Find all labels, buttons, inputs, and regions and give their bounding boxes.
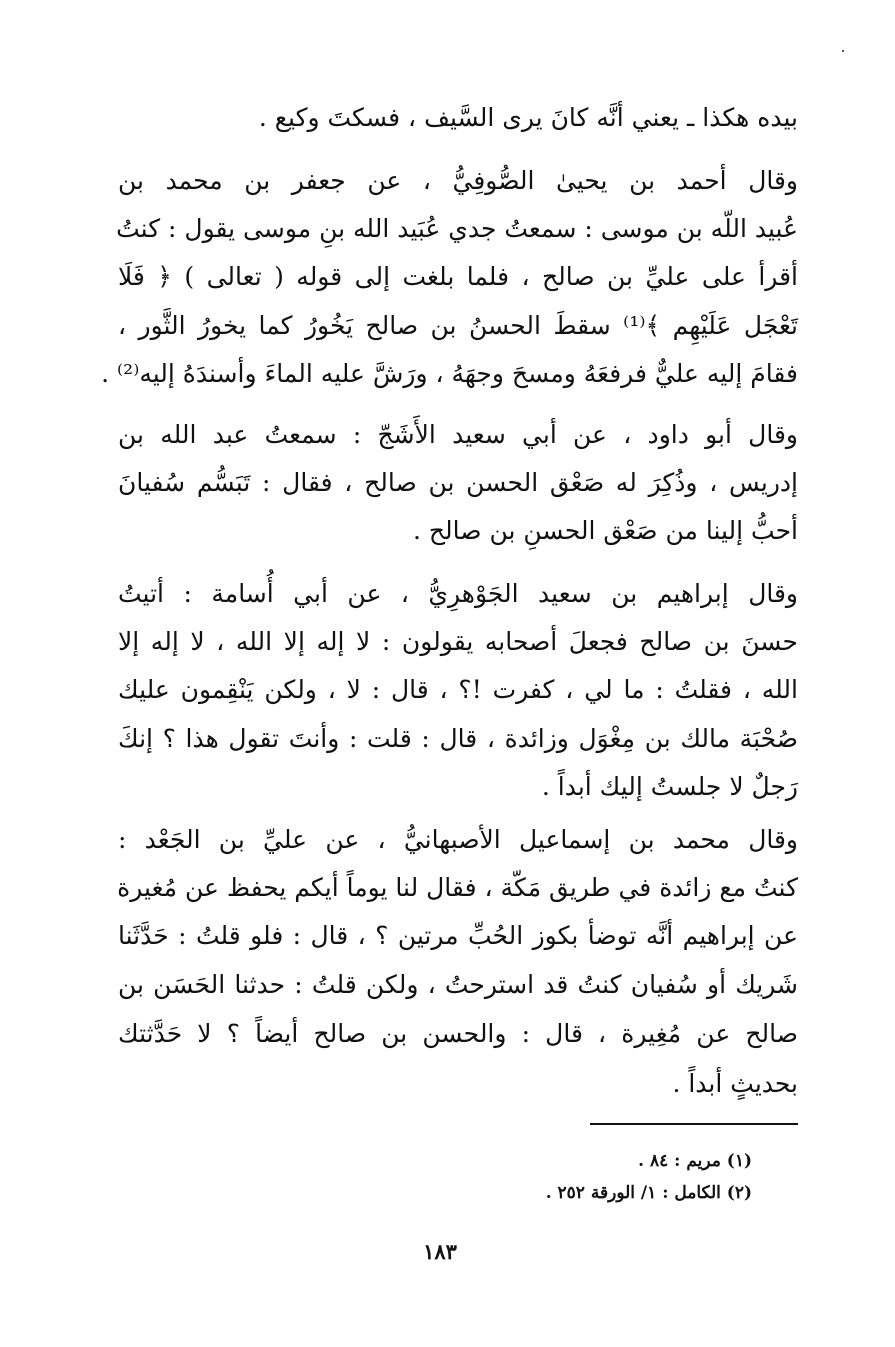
scan-speck <box>842 50 844 52</box>
text-line-19: صالح عن مُغِيرة ، قال : والحسن بن صالح أيضاً ؟ لا حَدَّثتك <box>118 1019 798 1048</box>
text-line-7: وقال أبو داود ، عن أبي سعيد الأَشَجّ : سمعتُ عبد الله بن <box>118 420 798 449</box>
footnote-separator <box>590 1123 798 1125</box>
text-line-1: بيده هكذا ـ يعني أنَّه كانَ يرى السَّيف ، فسكتَ وكيع . <box>258 103 798 132</box>
page-number: ١٨٣ <box>423 1239 457 1264</box>
text-line-15: وقال محمد بن إسماعيل الأصبهانيُّ ، عن عليِّ بن الجَعْد : <box>118 825 798 854</box>
text-line-10: وقال إبراهيم بن سعيد الجَوْهرِيُّ ، عن أبي أُسامة : أتيتُ <box>118 579 798 608</box>
text-line-17: عن إبراهيم أنَّه توضأ بكوز الحُبِّ مرتين ؟ ، قال : فلو قلتُ : حَدَّثَنا <box>118 921 798 950</box>
footnote-2: (٢) الكامل : ١/ الورقة ٢٥٢ . <box>545 1183 752 1203</box>
text-line-4: أقرأ على عليِّ بن صالح ، فلما بلغت إلى قوله ( تعالى ) ﴿ فَلَا <box>118 262 798 291</box>
text-line-12: الله ، فقلتُ : ما لي ، كفرت !؟ ، قال : لا ، ولكن يَنْقِمون عليك <box>118 675 798 704</box>
footnote-1: (١) مريم : ٨٤ . <box>638 1151 752 1171</box>
text-line-13: صُحْبَة مالك بن مِغْوَل وزائدة ، قال : قلت : وأنتَ تقول هذا ؟ إنكَ <box>118 724 798 753</box>
text-line-5: تَعْجَل عَلَيْهِم ﴾⁽¹⁾ سقطَ الحسنُ بن صالح يَخُورُ كما يخورُ الثَّور ، <box>118 311 798 340</box>
text-line-16: كنتُ مع زائدة في طريق مَكّة ، فقال لنا يوماً أيكم يحفظ عن مُغيرة <box>117 873 798 902</box>
text-line-9: أحبُّ إلينا من صَعْق الحسنِ بن صالح . <box>413 516 798 545</box>
text-line-14: رَجلٌ لا جلستُ إليك أبداً . <box>541 772 798 801</box>
text-line-2: وقال أحمد بن يحيىٰ الصُّوفِيُّ ، عن جعفر بن محمد بن <box>118 166 798 195</box>
text-line-20: بحديثٍ أبداً . <box>672 1069 798 1098</box>
text-line-8: إدريس ، وذُكِرَ له صَعْق الحسن بن صالح ، فقال : تَبَسُّم سُفيانَ <box>118 468 798 497</box>
text-line-6: فقامَ إليه عليٌّ فرفعَهُ ومسحَ وجهَهُ ، ورَشَّ عليه الماءَ وأسندَهُ إليه⁽²⁾ . <box>101 359 798 388</box>
text-line-18: شَريك أو سُفيان كنتُ قد استرحتُ ، ولكن قلتُ : حدثنا الحَسَن بن <box>118 970 798 999</box>
text-line-11: حسنَ بن صالح فجعلَ أصحابه يقولون : لا إله إلا الله ، لا إله إلا <box>118 627 798 656</box>
text-line-3: عُبيد اللّه بن موسى : سمعتُ جدي عُبَيد الله بنِ موسى يقول : كنتُ <box>116 214 798 243</box>
